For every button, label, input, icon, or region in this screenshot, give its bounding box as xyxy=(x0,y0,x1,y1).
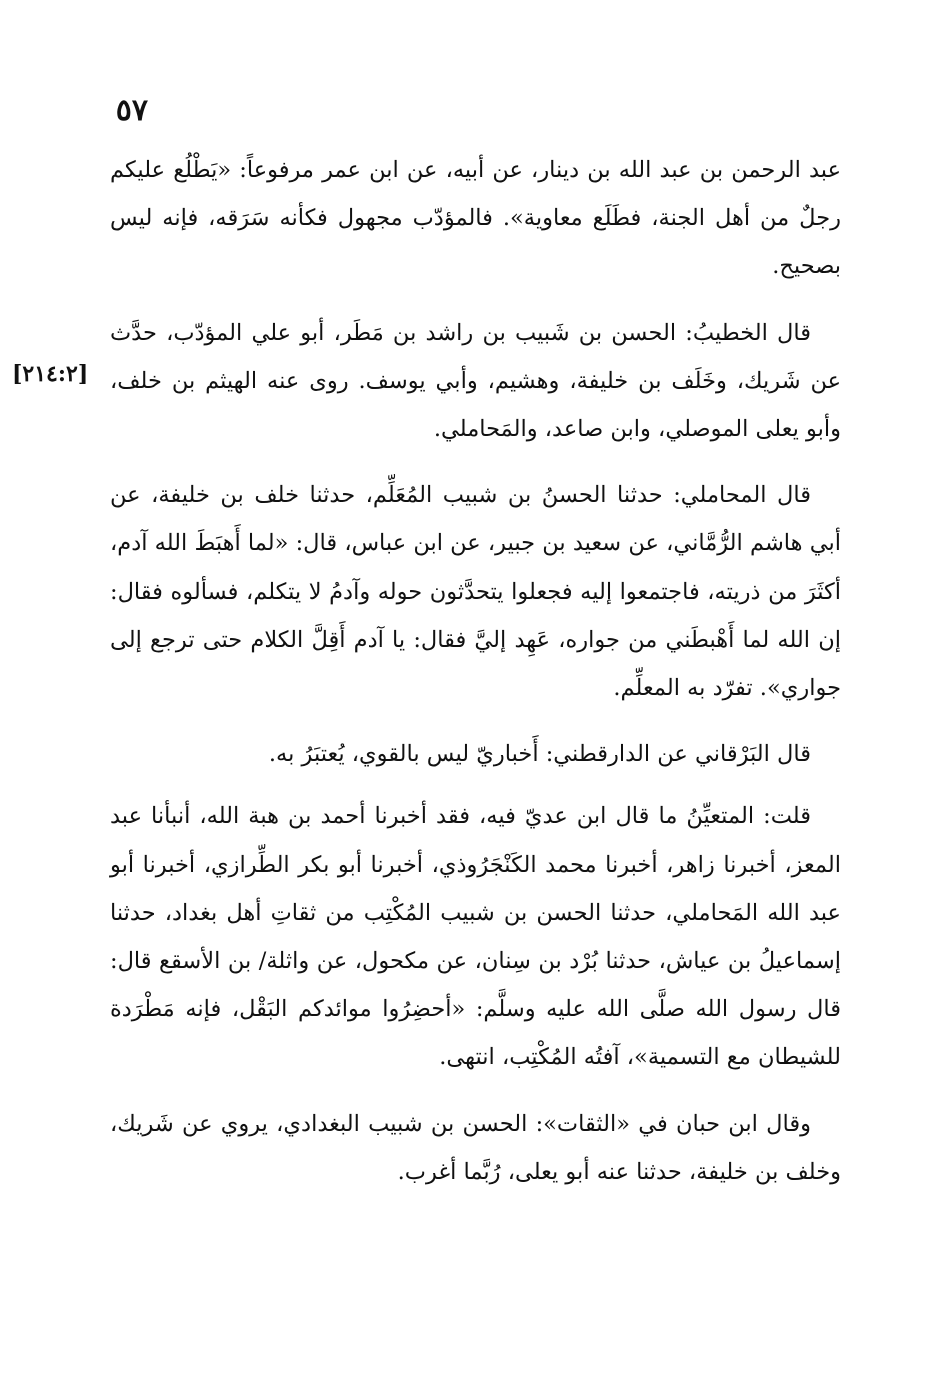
paragraph-2: قال الخطيبُ: الحسن بن شَبيب بن راشد بن مَطَر، أبو علي المؤدّب، حدَّث عن شَريك، وخَلَف بن خليفة، وهشيم، وأبي يوسف. روى عنه الهيثم بن خلف، وأبو يعلى الموصلي، وابن صاعد، والمَحاملي. xyxy=(110,319,841,443)
paragraph-5-part-1: قلت: المتعيِّنُ ما قال ابن عديّ فيه، فقد أخبرنا أحمد بن هبة الله، أنبأنا عبد المعز، أخبرنا زاهر، أخبرنا محمد الكَنْجَرُوذي، أخبرنا أبو بكر الطِّرازي، أخبرنا أبو عبد الله المَحاملي، حدثنا الحسن بن شبيب المُكْتِب من ثقاتِ أهل بغداد، حدثنا إسماعيلُ بن عياش، حدثنا بُرْد بن سِنان، عن مكحول، عن واثلة/ بن الأسقع قال: قال رسول الله صلَّى الله عليه وسلَّم: xyxy=(110,803,841,1023)
paragraph-4: قال البَرْقاني عن الدارقطني: أَخباريّ ليس بالقوي، يُعتبَرُ به. xyxy=(268,741,811,768)
text-body xyxy=(12,146,841,1214)
paragraph-6: وقال ابن حبان في «الثقات»: الحسن بن شبيب البغدادي، يروي عن شَريك، وخلف بن خليفة، حدثنا عنه أبو يعلى، رُبَّما أغرب. xyxy=(110,1110,841,1185)
paragraph-5-part-2: «أحضِرُوا موائدكم البَقْل، فإنه مَطْرَدة للشيطان مع التسمية»، آفتُه المُكْتِب، انتهى. xyxy=(110,996,841,1071)
paragraph-3: قال المحاملي: حدثنا الحسنُ بن شبيب المُعَلِّم، حدثنا خلف بن خليفة، عن أبي هاشم الرُّمَّاني، عن سعيد بن جبير، عن ابن عباس، قال: «لما أَهبَطَ الله آدم، أكثَرَ من ذريته، فاجتمعوا إليه فجعلوا يتحدَّثون حوله وآدمُ لا يتكلم، فسألوه فقال: إن الله لما أَهْبطَني من جواره، عَهِد إليَّ فقال: يا آدم أَقِلَّ الكلام حتى ترجع إلى جواري». تفرّد به المعلِّم. xyxy=(110,482,841,702)
paragraph-1: عبد الرحمن بن عبد الله بن دينار، عن أبيه، عن ابن عمر مرفوعاً: «يَطْلُع عليكم رجلٌ من أهل الجنة، فطَلَع معاوية». فالمؤدّب مجهول فكأنه سَرَقه، فإنه ليس بصحيح. xyxy=(110,157,841,280)
page-number: ٥٧ xyxy=(115,93,148,128)
margin-reference: [٢١٤:٢] xyxy=(12,360,89,387)
